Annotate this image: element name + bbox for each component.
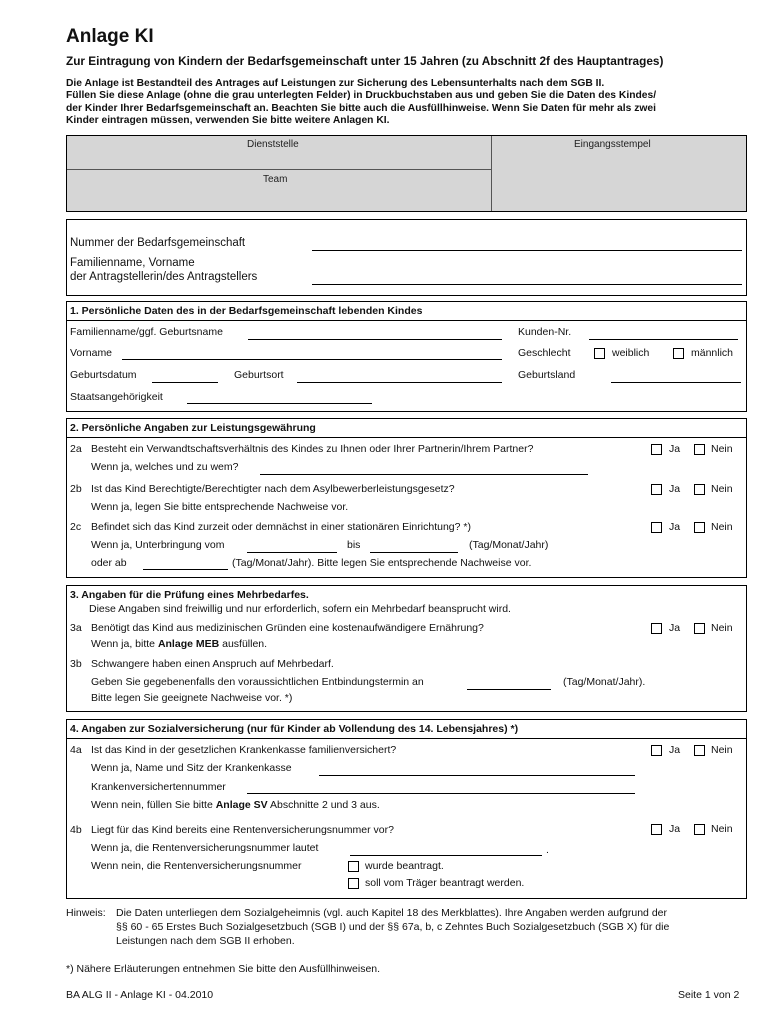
bg-number-label: Nummer der Bedarfsgemeinschaft — [70, 237, 246, 249]
q4a-number: 4a — [70, 744, 82, 756]
dienststelle-label: Dienststelle — [247, 139, 299, 150]
eingangsstempel-label: Eingangsstempel — [574, 139, 651, 150]
q2a-no-checkbox[interactable] — [694, 444, 705, 455]
q2a-no-label: Nein — [711, 443, 733, 455]
section-4 — [66, 719, 747, 899]
bg-number-field[interactable] — [312, 250, 742, 251]
section-2 — [66, 418, 747, 578]
q2c-date-format: (Tag/Monat/Jahr) — [469, 539, 549, 551]
rv-traeger-label: soll vom Träger beantragt werden. — [365, 877, 525, 889]
q2b-no-checkbox[interactable] — [694, 484, 705, 495]
q2c-ab-note: (Tag/Monat/Jahr). Bitte legen Sie entsprechende Nachweise vor. — [232, 557, 532, 569]
office-divider-h — [67, 169, 491, 170]
bg-box — [66, 219, 747, 296]
q4a-question: Ist das Kind in der gesetzlichen Krankenkasse familienversichert? — [91, 744, 397, 756]
q4a-no-checkbox[interactable] — [694, 745, 705, 756]
geburtsland-field[interactable] — [611, 382, 741, 383]
kv-nummer-field[interactable] — [247, 793, 635, 794]
anlage-meb-ref: Anlage MEB — [157, 638, 220, 650]
q2a-relationship-field[interactable] — [260, 474, 588, 475]
q2c-bis-label: bis — [347, 539, 361, 551]
krankenkasse-field[interactable] — [319, 775, 635, 776]
q3b-sub2: Bitte legen Sie geeignete Nachweise vor. *) — [91, 692, 293, 704]
intro-line: Kinder eintragen müssen, verwenden Sie bitte weitere Anlagen KI. — [66, 115, 390, 127]
q2a-sub-label: Wenn ja, welches und zu wem? — [91, 461, 239, 473]
q3a-no-label: Nein — [711, 622, 733, 634]
intro-line: der Kinder Ihrer Bedarfsgemeinschaft an. Beachten Sie bitte auch die Ausfüllhinweise. Wenn Sie Daten für mehr als zwei — [66, 102, 656, 114]
q2c-from-field[interactable] — [247, 552, 337, 553]
rv-nummer-field[interactable] — [350, 855, 542, 856]
q4a-no-post: Abschnitte 2 und 3 aus. — [267, 799, 380, 811]
q4a-yes-checkbox[interactable] — [651, 745, 662, 756]
q4b-yes-checkbox[interactable] — [651, 824, 662, 835]
krankenkasse-label: Wenn ja, Name und Sitz der Krankenkasse — [91, 762, 292, 774]
section-4-header-rule — [67, 738, 746, 739]
intro-line: Die Anlage ist Bestandteil des Antrages auf Leistungen zur Sicherung des Lebensunterhalts nach dem SGB II. — [66, 78, 605, 89]
q2b-yes-label: Ja — [669, 483, 681, 495]
q3b-date-field[interactable] — [467, 689, 551, 690]
q4a-no-instruction — [91, 799, 380, 811]
weiblich-label: weiblich — [612, 347, 650, 359]
q3b-date-format: (Tag/Monat/Jahr). — [563, 676, 646, 688]
rv-nummer-label: Wenn ja, die Rentenversicherungsnummer lautet — [91, 842, 319, 854]
staatsangehoerigkeit-label: Staatsangehörigkeit — [70, 391, 163, 403]
q2b-no-label: Nein — [711, 483, 733, 495]
section-4-title: 4. Angaben zur Sozialversicherung (nur für Kinder ab Vollendung des 14. Lebensjahres) *) — [70, 723, 519, 735]
q2c-ab-label: oder ab — [91, 557, 127, 569]
geburtsdatum-label: Geburtsdatum — [70, 369, 137, 381]
bg-name-label-1: Familienname, Vorname — [70, 257, 195, 269]
maennlich-checkbox[interactable] — [673, 348, 684, 359]
q3a-number: 3a — [70, 622, 82, 634]
q3b-sub1: Geben Sie gegebenenfalls den voraussichtlichen Entbindungstermin an — [91, 676, 424, 688]
page-title: Anlage KI — [66, 26, 154, 47]
section-2-title: 2. Persönliche Angaben zur Leistungsgewährung — [70, 422, 316, 434]
q3b-number: 3b — [70, 658, 82, 670]
intro-line: Füllen Sie diese Anlage (ohne die grau unterlegten Felder) in Druckbuchstaben aus und geben Sie die Daten des Kindes/ — [66, 90, 657, 102]
q2a-question: Besteht ein Verwandtschaftsverhältnis des Kindes zu Ihnen oder Ihrer Partnerin/Ihrem Partner? — [91, 443, 534, 455]
rv-no-label: Wenn nein, die Rentenversicherungsnummer — [91, 860, 302, 872]
section-1-title: 1. Persönliche Daten des in der Bedarfsgemeinschaft lebenden Kindes — [70, 305, 423, 317]
weiblich-checkbox[interactable] — [594, 348, 605, 359]
page-subtitle: Zur Eintragung von Kindern der Bedarfsgemeinschaft unter 15 Jahren (zu Abschnitt 2f des Hauptantrages) — [66, 54, 664, 68]
geburtsdatum-field[interactable] — [152, 382, 218, 383]
q2c-no-checkbox[interactable] — [694, 522, 705, 533]
q2b-number: 2b — [70, 483, 82, 495]
geburtsland-label: Geburtsland — [518, 369, 576, 381]
geburtsort-label: Geburtsort — [234, 369, 284, 381]
rv-beantragt-label: wurde beantragt. — [365, 860, 444, 872]
q3a-sub — [91, 638, 267, 650]
anlage-sv-ref: Anlage SV — [215, 799, 268, 811]
rv-nummer-dot: . — [546, 844, 549, 856]
q2b-yes-checkbox[interactable] — [651, 484, 662, 495]
q3a-no-checkbox[interactable] — [694, 623, 705, 634]
vorname-field[interactable] — [122, 359, 502, 360]
office-box — [66, 135, 747, 212]
section-1-header-rule — [67, 320, 746, 321]
q4b-number: 4b — [70, 824, 82, 836]
q2c-yes-label: Ja — [669, 521, 681, 533]
q2c-ab-field[interactable] — [143, 569, 228, 570]
q4a-yes-label: Ja — [669, 744, 681, 756]
q2a-yes-checkbox[interactable] — [651, 444, 662, 455]
q4a-no-label: Nein — [711, 744, 733, 756]
section-3 — [66, 585, 747, 712]
q4b-question: Liegt für das Kind bereits eine Rentenversicherungsnummer vor? — [91, 824, 394, 836]
section-2-header-rule — [67, 437, 746, 438]
q2c-to-field[interactable] — [370, 552, 458, 553]
q2c-from-label: Wenn ja, Unterbringung vom — [91, 539, 225, 551]
intro-text — [66, 78, 656, 128]
rv-beantragt-checkbox[interactable] — [348, 861, 359, 872]
staatsangehoerigkeit-field[interactable] — [187, 403, 372, 404]
q2b-question: Ist das Kind Berechtigte/Berechtigter nach dem Asylbewerberleistungsgesetz? — [91, 483, 455, 495]
q3a-sub-post: ausfüllen. — [219, 638, 268, 650]
section-3-title: 3. Angaben für die Prüfung eines Mehrbedarfes. — [70, 589, 309, 601]
q4a-no-pre: Wenn nein, füllen Sie bitte — [91, 799, 216, 811]
q2c-number: 2c — [70, 521, 82, 533]
q2a-yes-label: Ja — [669, 443, 681, 455]
q3b-question: Schwangere haben einen Anspruch auf Mehrbedarf. — [91, 658, 334, 670]
q3a-question: Benötigt das Kind aus medizinischen Gründen eine kostenaufwändigere Ernährung? — [91, 622, 484, 634]
footnote: *) Nähere Erläuterungen entnehmen Sie bitte den Ausfüllhinweisen. — [66, 963, 381, 975]
hinweis-line-1: Die Daten unterliegen dem Sozialgeheimnis (vgl. auch Kapitel 18 des Merkblattes). Ihre Angaben werden aufgrund der — [116, 907, 667, 919]
section-1 — [66, 301, 747, 412]
hinweis-line-3: Leistungen nach dem SGB II erhoben. — [116, 935, 295, 947]
familienname-field[interactable] — [248, 339, 502, 340]
q3a-yes-label: Ja — [669, 622, 681, 634]
q4b-no-checkbox[interactable] — [694, 824, 705, 835]
section-3-note: Diese Angaben sind freiwillig und nur erforderlich, sofern ein Mehrbedarf beansprucht wird. — [89, 603, 511, 615]
maennlich-label: männlich — [691, 347, 734, 359]
q4b-yes-label: Ja — [669, 823, 681, 835]
vorname-label: Vorname — [70, 347, 113, 359]
q2a-number: 2a — [70, 443, 82, 455]
footer-right: Seite 1 von 2 — [678, 989, 740, 1001]
familienname-label: Familienname/ggf. Geburtsname — [70, 326, 223, 338]
bg-name-field[interactable] — [312, 284, 742, 285]
kunden-nr-label: Kunden-Nr. — [518, 326, 572, 338]
bg-name-label-2: der Antragstellerin/des Antragstellers — [70, 271, 258, 283]
kunden-nr-field[interactable] — [589, 339, 738, 340]
q2b-sub-label: Wenn ja, legen Sie bitte entsprechende Nachweise vor. — [91, 501, 349, 513]
q2c-yes-checkbox[interactable] — [651, 522, 662, 533]
geschlecht-label: Geschlecht — [518, 347, 571, 359]
footer-left: BA ALG II - Anlage KI - 04.2010 — [66, 989, 214, 1001]
kv-nummer-label: Krankenversichertennummer — [91, 781, 226, 793]
q3a-yes-checkbox[interactable] — [651, 623, 662, 634]
q2c-question: Befindet sich das Kind zurzeit oder demnächst in einer stationären Einrichtung? *) — [91, 521, 471, 533]
q3a-sub-pre: Wenn ja, bitte — [91, 638, 158, 650]
team-label: Team — [263, 174, 288, 185]
hinweis-line-2: §§ 60 - 65 Erstes Buch Sozialgesetzbuch (SGB I) und der §§ 67a, b, c Zehntes Buch Sozialgesetzbuch (SGB X) für die — [116, 921, 670, 933]
geburtsort-field[interactable] — [297, 382, 502, 383]
hinweis-label: Hinweis: — [66, 907, 106, 919]
q2c-no-label: Nein — [711, 521, 733, 533]
q4b-no-label: Nein — [711, 823, 733, 835]
rv-traeger-checkbox[interactable] — [348, 878, 359, 889]
office-divider-v — [491, 136, 492, 211]
